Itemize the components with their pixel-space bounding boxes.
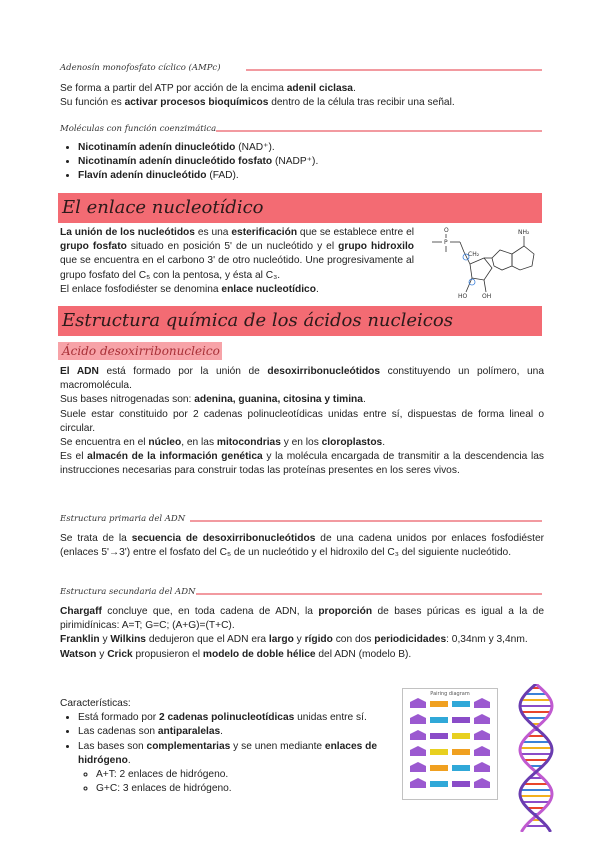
base-left	[430, 717, 448, 723]
primary-structure-heading: Estructura primaria del ADN	[60, 514, 186, 524]
base-pairing-diagram	[402, 688, 498, 800]
phosphorus-label: P	[444, 239, 448, 246]
diagram-title: Pairing diagram	[430, 691, 470, 697]
base-right	[452, 733, 470, 739]
oxygen-label: O	[444, 227, 449, 234]
base-left	[430, 733, 448, 739]
nh2-label: NH₂	[518, 229, 530, 236]
divider-line	[246, 69, 542, 71]
coenzymes-heading: Moléculas con función coenzimática	[60, 124, 217, 134]
base-left	[430, 765, 448, 771]
divider-line	[216, 130, 542, 132]
nucleotide-structure-image	[420, 224, 544, 302]
section-title-enlace: El enlace nucleotídico	[62, 197, 264, 218]
secondary-structure-heading: Estructura secundaria del ADN	[60, 587, 196, 597]
enlace-paragraph: La unión de los nucleótidos es una esterificación que se establece entre el grupo fosfato situado en posición 5' de un nucleótido y el grupo hidroxilo que se encuentra en el carbono 3' de otro nucleótido. Une progresivamente al grupo fosfato del C₅ con la pentosa, y ésta al C₃. El enlace fosfodiéster se denomina enlace nucleotídico.	[60, 227, 414, 295]
characteristics-block	[60, 697, 390, 796]
adn-paragraph: El ADN está formado por la unión de desoxirribonucleótidos constituyendo un polímero, una macromolécula. Sus bases nitrogenadas son: adenina, guanina, citosina y timina. Suele estar constituido por 2 cadenas polinucleotídicas unidas entre sí, dispuestas de forma lineal o circular. Se encuentra en el núcleo, en las mitocondrias y en los cloroplastos. Es el almacén de la información genética y la molécula encargada de transmitir a la descendencia las instrucciones necesarias para construir todas las proteínas presentes en los seres vivos.	[60, 366, 545, 477]
list-item: • Las cadenas son antiparalelas.	[78, 725, 390, 739]
secondary-structure-paragraph: Chargaff concluye que, en toda cadena de ADN, la proporción de bases púricas es igual a la de pirimidínicas: A=T; G=C; (A+G)=(T+C). Franklin y Wilkins dedujeron que el ADN era largo y rígido con dos periodicidades: 0,34nm y 3,4nm. Watson y Crick propusieron el modelo de doble hélice del ADN (modelo B).	[60, 606, 544, 660]
list-item: • Nicotinamín adenín dinucleótido (NAD⁺).	[78, 141, 542, 155]
list-item: • Flavín adenín dinucleótido (FAD).	[78, 169, 542, 183]
list-item: • Nicotinamín adenín dinucleótido fosfato (NADP⁺).	[78, 155, 542, 169]
list-item: ◦ G+C: 3 enlaces de hidrógeno.	[96, 782, 390, 796]
base-right	[452, 717, 470, 723]
oh-label: OH	[482, 293, 492, 300]
list-item: • Las bases son complementarias y se unen mediante enlaces de hidrógeno. ◦ A+T: 2 enlaces de hidrógeno. ◦ G+C: 3 enlaces de hidrógeno.	[78, 740, 390, 797]
base-left	[430, 749, 448, 755]
primary-structure-paragraph: Se trata de la secuencia de desoxirribonucleótidos de una cadena unidos por enlaces fosfodiéster (enlaces 5'→3') entre el fosfato del C₅ de un nucleótido y el hidroxilo del C₃ del siguiente nucleótido.	[60, 533, 545, 559]
base-right	[452, 749, 470, 755]
base-left	[430, 701, 448, 707]
ho-label: HO	[458, 293, 468, 300]
base-right	[452, 701, 470, 707]
base-left	[430, 781, 448, 787]
subsection-title-adn: Ácido desoxirribonucleico	[62, 344, 220, 358]
base-right	[452, 765, 470, 771]
section-title-estructura: Estructura química de los ácidos nucleicos	[62, 310, 453, 331]
divider-line	[196, 593, 542, 595]
base-right	[452, 781, 470, 787]
characteristics-label: Características:	[60, 698, 131, 709]
list-item: • Está formado por 2 cadenas polinucleotídicas unidas entre sí.	[78, 711, 390, 725]
coenzymes-list	[62, 141, 542, 184]
amp-paragraph: Se forma a partir del ATP por acción de la encima adenil ciclasa. Su función es activar procesos bioquímicos dentro de la célula tras recibir una señal.	[60, 83, 455, 109]
ch2-label: CH₂	[468, 251, 480, 258]
double-helix-image	[512, 684, 560, 832]
amp-heading: Adenosín monofosfato cíclico (AMPc)	[60, 63, 221, 73]
list-item: ◦ A+T: 2 enlaces de hidrógeno.	[96, 768, 390, 782]
divider-line	[190, 520, 542, 522]
